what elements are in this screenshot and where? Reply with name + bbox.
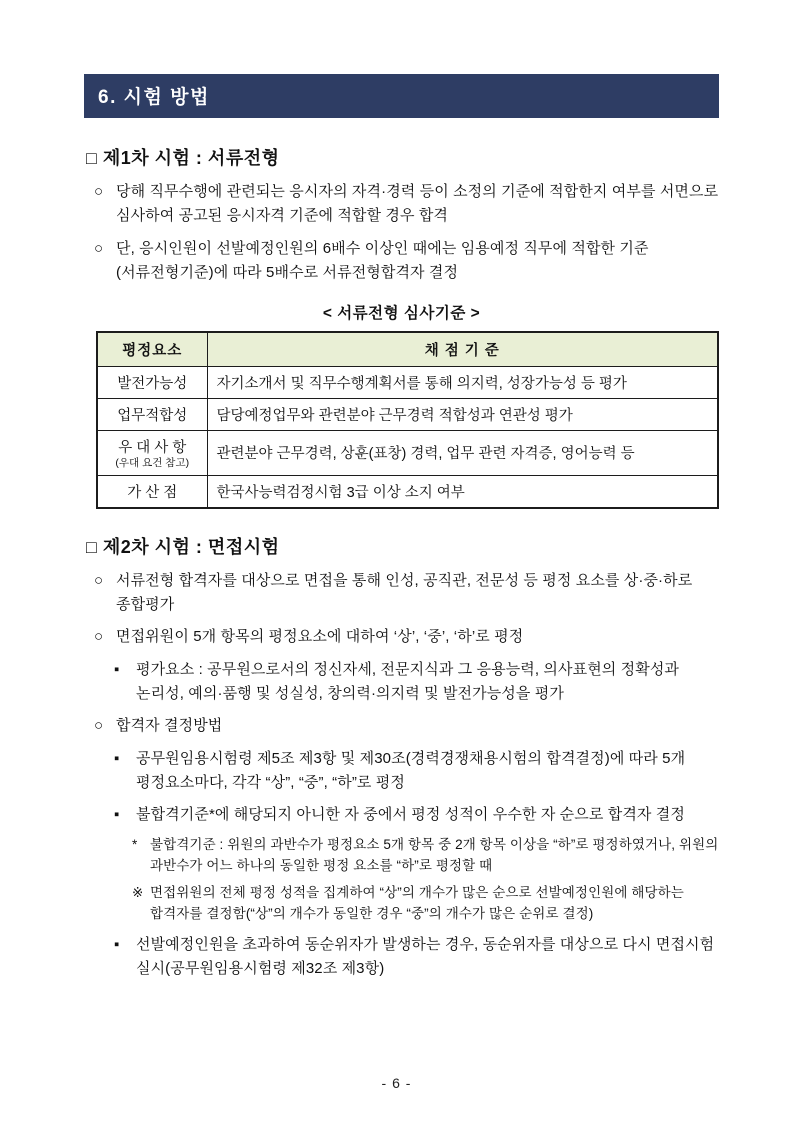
list-item: [114, 803, 719, 827]
table-caption: < 서류전형 심사기준 >: [322, 305, 481, 323]
criteria-cell: 한국사능력검정시험 3급 이상 소지 여부: [207, 475, 718, 508]
circle-bullet-icon: ○: [94, 571, 104, 589]
list-item: [114, 933, 719, 982]
circle-bullet-icon: ○: [94, 717, 104, 735]
footnote-text: 면접위원의 전체 평정 성적을 집계하여 “상”의 개수가 많은 순으로 선발예정인원에 해당하는 합격자를 결정함(“상”의 개수가 동일한 경우 “중”의 개수가 많은 순위로 결정): [150, 885, 684, 922]
factor-cell: 업무적합성: [97, 399, 207, 431]
square-bullet-icon: ▪: [114, 749, 120, 767]
list-item-text: 합격자 결정방법: [116, 717, 223, 735]
square-bullet-icon: ▪: [114, 660, 120, 678]
list-item: [94, 180, 719, 229]
section2-title: □ 제2차 시험 : 면접시험: [86, 536, 280, 557]
list-item: [94, 714, 719, 738]
circle-bullet-icon: ○: [94, 183, 104, 200]
list-item: [114, 658, 719, 707]
square-bullet-icon: ▪: [114, 936, 120, 954]
section-header-title: 6. 시험 방법: [98, 87, 210, 108]
list-item-text: 당해 직무수행에 관련되는 응시자의 자격·경력 등이 소정의 기준에 적합한지 여부를 서면으로 심사하여 공고된 응시자격 기준에 적합할 경우 합격: [116, 183, 719, 225]
column-header-factor: 평정요소: [97, 332, 207, 367]
list-item-text: 선발예정인원을 초과하여 동순위자가 발생하는 경우, 동순위자를 대상으로 다시 면접시험 실시(공무원임용시험령 제32조 제3항): [136, 936, 715, 978]
factor-cell: [97, 431, 207, 476]
footnote-item: [132, 883, 719, 925]
reference-mark-icon: ※: [132, 885, 144, 901]
list-item-text: 서류전형 합격자를 대상으로 면접을 통해 인성, 공직관, 전문성 등 평정 요소를 상·중·하로 종합평가: [116, 571, 693, 614]
screening-criteria-table: [96, 331, 719, 509]
section-header-bar: [84, 74, 719, 118]
square-bullet-icon: ▪: [114, 806, 120, 824]
factor-note: (우대 요건 참고): [115, 457, 190, 470]
factor-cell: 발전가능성: [97, 367, 207, 399]
column-header-criteria: 채 점 기 준: [207, 332, 718, 367]
list-item-text: 불합격기준*에 해당되지 아니한 자 중에서 평정 성적이 우수한 자 순으로 합격자 결정: [136, 806, 685, 824]
list-item-text: 면접위원이 5개 항목의 평정요소에 대하여 ‘상’, ‘중’, ‘하’로 평정: [116, 628, 524, 646]
page-number: - 6 -: [381, 1075, 412, 1091]
factor-cell: 가 산 점: [97, 475, 207, 508]
list-item: [114, 747, 719, 796]
circle-bullet-icon: ○: [94, 239, 104, 257]
table-row: [97, 475, 718, 508]
footnote-item: [132, 835, 719, 877]
table-header-row: [97, 332, 718, 367]
circle-bullet-icon: ○: [94, 628, 104, 646]
list-item-text: 공무원임용시험령 제5조 제3항 및 제30조(경력경쟁채용시험의 합격결정)에 따라 5개 평정요소마다, 각각 “상”, “중”, “하”로 평정: [136, 749, 686, 791]
criteria-cell: 관련분야 근무경력, 상훈(표창) 경력, 업무 관련 자격증, 영어능력 등: [207, 431, 718, 476]
criteria-cell: 담당예정업무와 관련분야 근무경력 적합성과 연관성 평가: [207, 399, 718, 431]
section1-title: □ 제1차 시험 : 서류전형: [86, 148, 280, 168]
list-item-text: 단, 응시인원이 선발예정인원의 6배수 이상인 때에는 임용예정 직무에 적합한 기준(서류전형기준)에 따라 5배수로 서류전형합격자 결정: [116, 239, 649, 281]
table-row: [97, 431, 718, 476]
list-item: [94, 237, 719, 286]
asterisk-marker-icon: *: [132, 837, 138, 853]
list-item: [94, 569, 719, 618]
footnote-text: 불합격기준 : 위원의 과반수가 평정요소 5개 항목 중 2개 항목 이상을 “하”로 평정하였거나, 위원의 과반수가 어느 하나의 동일한 평정 요소를 “하”로 평정할 때: [150, 837, 719, 874]
list-item: [94, 625, 719, 649]
factor-label: 우 대 사 항: [118, 440, 187, 457]
table-row: [97, 367, 718, 399]
list-item-text: 평가요소 : 공무원으로서의 정신자세, 전문지식과 그 응용능력, 의사표현의 정확성과 논리성, 예의·품행 및 성실성, 창의력·의지력 및 발전가능성을 평가: [136, 660, 680, 702]
table-row: [97, 399, 718, 431]
criteria-cell: 자기소개서 및 직무수행계획서를 통해 의지력, 성장가능성 등 평가: [207, 367, 718, 399]
